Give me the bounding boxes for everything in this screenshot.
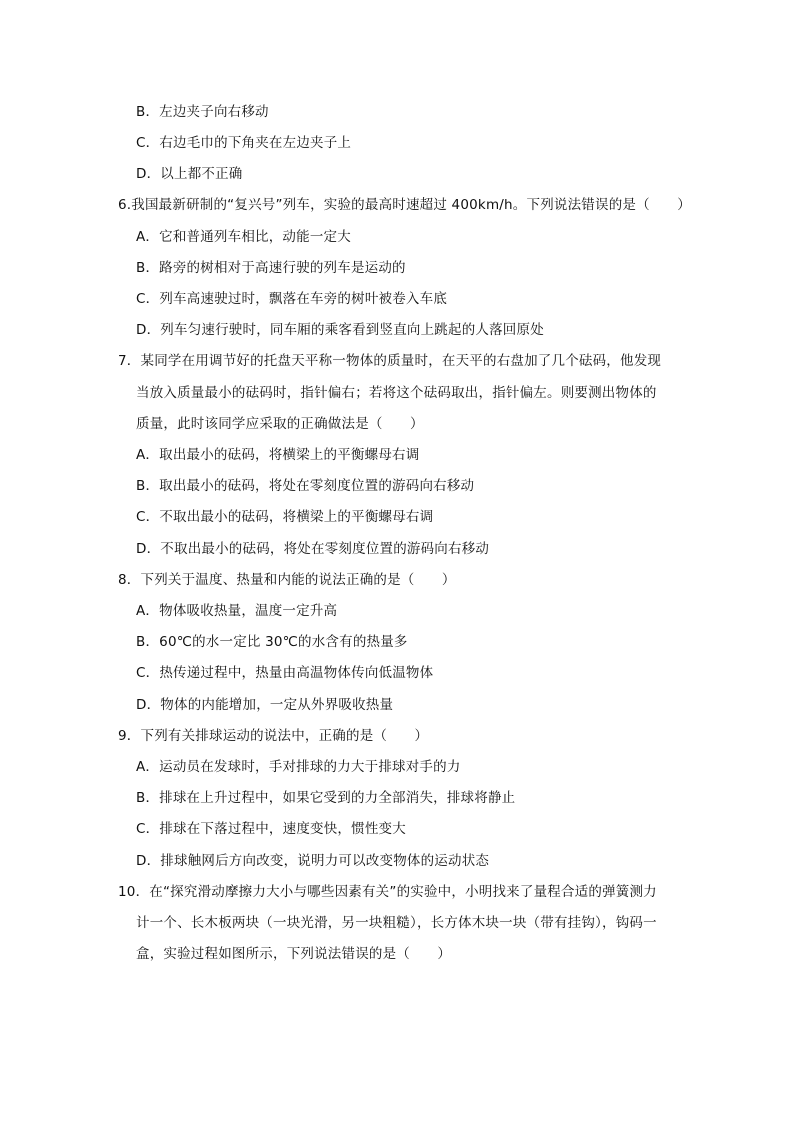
- q6-option-c: C．列车高速驶过时，飘落在车旁的树叶被卷入车底: [136, 291, 448, 307]
- q7-stem-line-3: 质量，此时该同学应采取的正确做法是（ ）: [136, 416, 424, 432]
- q8-stem: 8．下列关于温度、热量和内能的说法正确的是（ ）: [118, 572, 456, 588]
- q5-option-d: D．以上都不正确: [136, 166, 243, 182]
- q10-stem-line-2: 计一个、长木板两块（一块光滑，另一块粗糙），长方体木块一块（带有挂钩），钩码一: [136, 915, 657, 931]
- q9-option-a: A．运动员在发球时，手对排球的力大于排球对手的力: [136, 759, 461, 775]
- q7-option-c: C．不取出最小的砝码，将横梁上的平衡螺母右调: [136, 509, 434, 525]
- q8-option-d: D．物体的内能增加，一定从外界吸收热量: [136, 697, 394, 713]
- q8-option-a: A．物体吸收热量，温度一定升高: [136, 603, 338, 619]
- q9-option-d: D．排球触网后方向改变，说明力可以改变物体的运动状态: [136, 853, 490, 869]
- q10-stem-line-3: 盒，实验过程如图所示，下列说法错误的是（ ）: [136, 946, 452, 962]
- q6-option-d: D．列车匀速行驶时，同车厢的乘客看到竖直向上跳起的人落回原处: [136, 322, 544, 338]
- q9-option-c: C．排球在下落过程中，速度变快，惯性变大: [136, 821, 406, 837]
- q7-option-b: B．取出最小的砝码，将处在零刻度位置的游码向右移动: [136, 478, 475, 494]
- q7-stem-line-1: 7．某同学在用调节好的托盘天平称一物体的质量时，在天平的右盘加了几个砝码，他发现: [118, 353, 662, 369]
- q6-stem: 6.我国最新研制的“复兴号”列车，实验的最高时速超过 400km/h。下列说法错误的是（ ）: [118, 197, 691, 213]
- q5-option-b: B．左边夹子向右移动: [136, 104, 269, 120]
- q10-stem-line-1: 10．在“探究滑动摩擦力大小与哪些因素有关”的实验中，小明找来了量程合适的弹簧测力: [118, 884, 657, 900]
- q9-stem: 9．下列有关排球运动的说法中，正确的是（ ）: [118, 728, 429, 744]
- q5-option-c: C．右边毛巾的下角夹在左边夹子上: [136, 135, 352, 151]
- q8-option-c: C．热传递过程中，热量由高温物体传向低温物体: [136, 665, 434, 681]
- q6-option-a: A．它和普通列车相比，动能一定大: [136, 229, 351, 245]
- q7-stem-line-2: 当放入质量最小的砝码时，指针偏右；若将这个砝码取出，指针偏左。则要测出物体的: [136, 385, 657, 401]
- q6-option-b: B．路旁的树相对于高速行驶的列车是运动的: [136, 260, 406, 276]
- q9-option-b: B．排球在上升过程中，如果它受到的力全部消失，排球将静止: [136, 790, 516, 806]
- q7-option-d: D．不取出最小的砝码，将处在零刻度位置的游码向右移动: [136, 541, 490, 557]
- q8-option-b: B．60℃的水一定比 30℃的水含有的热量多: [136, 634, 408, 650]
- q7-option-a: A．取出最小的砝码，将横梁上的平衡螺母右调: [136, 447, 420, 463]
